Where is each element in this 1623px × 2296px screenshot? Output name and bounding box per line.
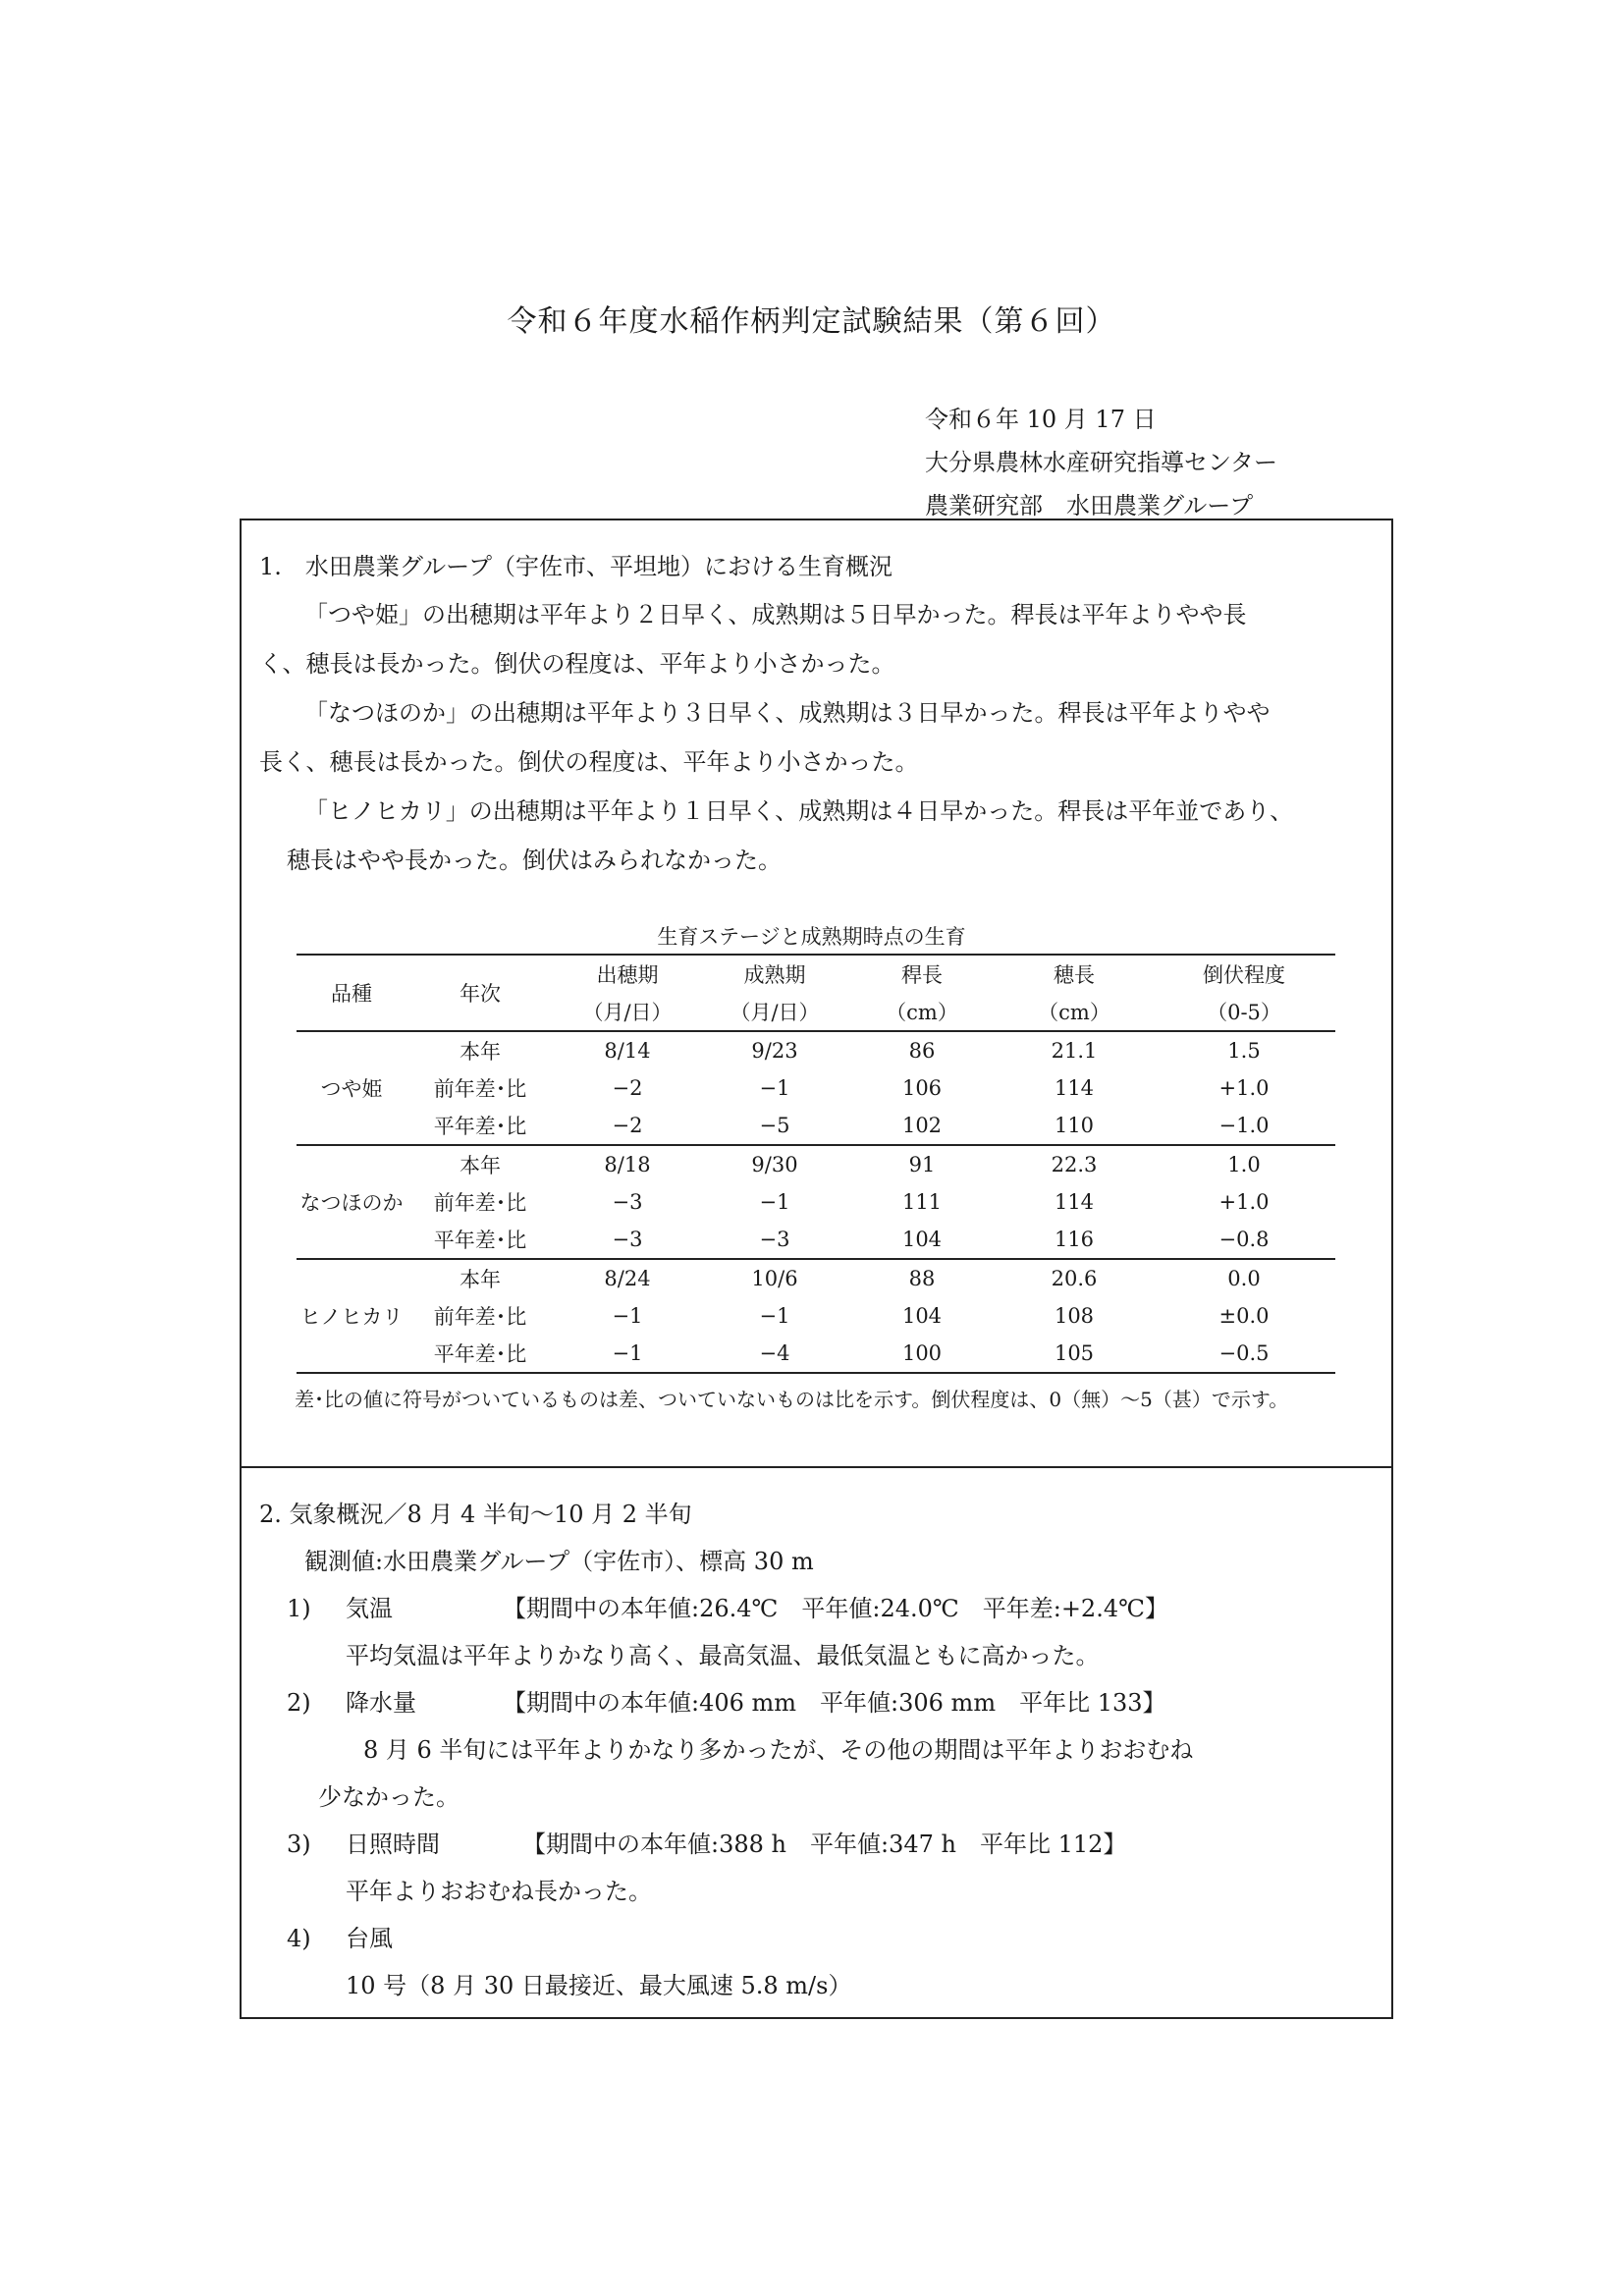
maturity-cell: −3	[701, 1221, 848, 1259]
item-number: 4)	[287, 1925, 311, 1952]
header-heading-unit: （月/日）	[554, 993, 701, 1031]
table-row	[297, 1221, 1335, 1259]
table-row	[297, 1031, 1335, 1069]
maturity-cell: 9/23	[751, 1039, 798, 1063]
panicle-cell: 22.3	[1051, 1153, 1098, 1176]
lodging-cell: +1.0	[1218, 1190, 1270, 1214]
panicle-cell: 21.1	[1051, 1039, 1098, 1063]
table-row	[297, 1183, 1335, 1221]
item-description: 10 号（8 月 30 日最接近、最大風速 5.8 m/s）	[346, 1972, 852, 1999]
header-year: 年次	[406, 955, 554, 1031]
header-panicle-unit: （cm）	[996, 993, 1153, 1031]
weather-item-sunshine	[259, 1821, 1379, 1868]
lodging-cell: −0.8	[1153, 1221, 1335, 1259]
item-stats: 【期間中の本年値:26.4℃ 平年値:24.0℃ 平年差:+2.4℃】	[503, 1595, 1168, 1622]
header-lodging-unit: （0-5）	[1153, 993, 1335, 1031]
maturity-cell: 10/6	[751, 1267, 798, 1290]
year-cell: 平年差･比	[406, 1221, 554, 1259]
item-number: 3)	[287, 1831, 311, 1858]
tsuyahime-summary-line1: 「つや姫」の出穂期は平年より２日早く、成熟期は５日早かった。稈長は平年よりやや長	[304, 601, 1247, 629]
section1-heading: 1. 水田農業グループ（宇佐市、平坦地）における生育概況	[259, 553, 893, 580]
variety-cell: ヒノヒカリ	[297, 1259, 406, 1373]
header-variety: 品種	[297, 955, 406, 1031]
item-description-continued: 少なかった。	[318, 1783, 460, 1811]
heading-cell: −3	[612, 1190, 643, 1214]
maturity-cell: −1	[759, 1190, 790, 1214]
panicle-cell: 116	[996, 1221, 1153, 1259]
table-row	[297, 1107, 1335, 1145]
culm-cell: 111	[901, 1190, 943, 1214]
culm-cell: 106	[901, 1076, 943, 1100]
panicle-cell: 105	[996, 1335, 1153, 1373]
maturity-cell: 9/30	[751, 1153, 798, 1176]
year-cell: 平年差･比	[406, 1107, 554, 1145]
heading-cell: −3	[554, 1221, 701, 1259]
natsuhonoka-summary-line2: 長く、穂長は長かった。倒伏の程度は、平年より小さかった。	[259, 748, 919, 776]
header-culm-unit: （cm）	[848, 993, 996, 1031]
heading-cell: 8/24	[604, 1267, 651, 1290]
item-label: 降水量	[346, 1689, 416, 1717]
table-row	[297, 1069, 1335, 1107]
heading-cell: −1	[554, 1335, 701, 1373]
maturity-cell: −1	[759, 1076, 790, 1100]
year-cell: 本年	[460, 1040, 501, 1064]
year-cell: 本年	[460, 1268, 501, 1291]
panicle-cell: 108	[1054, 1304, 1095, 1328]
heading-cell: 8/18	[604, 1153, 651, 1176]
hinohikari-summary-line2: 穂長はやや長かった。倒伏はみられなかった。	[287, 847, 782, 874]
item-label: 日照時間	[346, 1831, 440, 1858]
heading-cell: −2	[554, 1107, 701, 1145]
header-maturity-unit: （月/日）	[701, 993, 848, 1031]
document-meta	[925, 398, 1277, 527]
issuing-department: 農業研究部 水田農業グループ	[925, 492, 1254, 519]
item-number: 2)	[287, 1689, 311, 1717]
culm-cell: 100	[848, 1335, 996, 1373]
header-lodging: 倒伏程度	[1153, 955, 1335, 993]
item-description: 平年よりおおむね長かった。	[346, 1878, 652, 1905]
panicle-cell: 110	[996, 1107, 1153, 1145]
culm-cell: 86	[908, 1039, 936, 1063]
maturity-cell: −5	[701, 1107, 848, 1145]
table-caption: 生育ステージと成熟期時点の生育	[657, 925, 966, 949]
panicle-cell: 20.6	[1051, 1267, 1098, 1290]
year-cell: 本年	[460, 1154, 501, 1177]
lodging-cell: 1.0	[1227, 1153, 1261, 1176]
weather-item-temperature	[259, 1585, 1379, 1632]
panicle-cell: 114	[1054, 1076, 1095, 1100]
natsuhonoka-summary-line1: 「なつほのか」の出穂期は平年より３日早く、成熟期は３日早かった。稈長は平年よりやや	[304, 699, 1271, 727]
table-note: 差･比の値に符号がついているものは差、ついていないものは比を示す。倒伏程度は、0（無）～5（甚）で示す。	[295, 1388, 1289, 1411]
table-row	[297, 1335, 1335, 1373]
header-culm-length: 稈長	[848, 955, 996, 993]
culm-cell: 104	[848, 1221, 996, 1259]
observation-source: 観測値:水田農業グループ（宇佐市）、標高 30 m	[304, 1548, 814, 1575]
item-stats: 【期間中の本年値:406 mm 平年値:306 mm 平年比 133】	[503, 1689, 1166, 1717]
maturity-cell: −4	[701, 1335, 848, 1373]
header-heading-date: 出穂期	[554, 955, 701, 993]
year-cell: 平年差･比	[406, 1335, 554, 1373]
section-growth-summary	[259, 543, 1379, 885]
weather-item-typhoon	[259, 1915, 1379, 1962]
year-cell: 前年差･比	[433, 1305, 527, 1329]
culm-cell: 91	[908, 1153, 936, 1176]
tsuyahime-summary-line2: く、穂長は長かった。倒伏の程度は、平年より小さかった。	[259, 650, 895, 678]
variety-cell: つや姫	[297, 1031, 406, 1145]
culm-cell: 88	[908, 1267, 936, 1290]
year-cell: 前年差･比	[433, 1077, 527, 1101]
lodging-cell: −1.0	[1153, 1107, 1335, 1145]
lodging-cell: +1.0	[1218, 1076, 1270, 1100]
item-label: 気温	[346, 1595, 393, 1622]
item-number: 1)	[287, 1595, 311, 1622]
lodging-cell: 0.0	[1227, 1267, 1261, 1290]
issuing-organization: 大分県農林水産研究指導センター	[925, 449, 1278, 476]
growth-table	[297, 954, 1335, 1374]
section2-heading: 2. 気象概況／8 月 4 半旬～10 月 2 半旬	[259, 1501, 692, 1528]
lodging-cell: −0.5	[1153, 1335, 1335, 1373]
weather-item-precipitation	[259, 1679, 1379, 1726]
table-row	[297, 1145, 1335, 1183]
section-weather-summary	[259, 1491, 1379, 2009]
variety-cell: なつほのか	[297, 1145, 406, 1259]
lodging-cell: 1.5	[1227, 1039, 1261, 1063]
document-title: 令和６年度水稲作柄判定試験結果（第６回）	[507, 304, 1116, 339]
heading-cell: −1	[612, 1304, 643, 1328]
section-divider	[240, 1466, 1393, 1468]
item-stats: 【期間中の本年値:388 h 平年値:347 h 平年比 112】	[522, 1831, 1127, 1858]
heading-cell: −2	[612, 1076, 643, 1100]
header-panicle-length: 穂長	[996, 955, 1153, 993]
maturity-cell: −1	[759, 1304, 790, 1328]
hinohikari-summary-line1: 「ヒノヒカリ」の出穂期は平年より１日早く、成熟期は４日早かった。稈長は平年並であり、	[304, 797, 1294, 825]
table-row	[297, 1297, 1335, 1335]
item-description: 8 月 6 半旬には平年よりかなり多かったが、その他の期間は平年よりおおむね	[363, 1736, 1194, 1764]
culm-cell: 102	[848, 1107, 996, 1145]
item-description: 平均気温は平年よりかなり高く、最高気温、最低気温ともに高かった。	[346, 1642, 1100, 1669]
heading-cell: 8/14	[604, 1039, 651, 1063]
table-row	[297, 1259, 1335, 1297]
header-maturity-date: 成熟期	[701, 955, 848, 993]
item-label: 台風	[346, 1925, 393, 1952]
issue-date: 令和６年 10 月 17 日	[925, 406, 1157, 433]
year-cell: 前年差･比	[433, 1191, 527, 1215]
culm-cell: 104	[901, 1304, 943, 1328]
panicle-cell: 114	[1054, 1190, 1095, 1214]
lodging-cell: ±0.0	[1218, 1304, 1270, 1328]
